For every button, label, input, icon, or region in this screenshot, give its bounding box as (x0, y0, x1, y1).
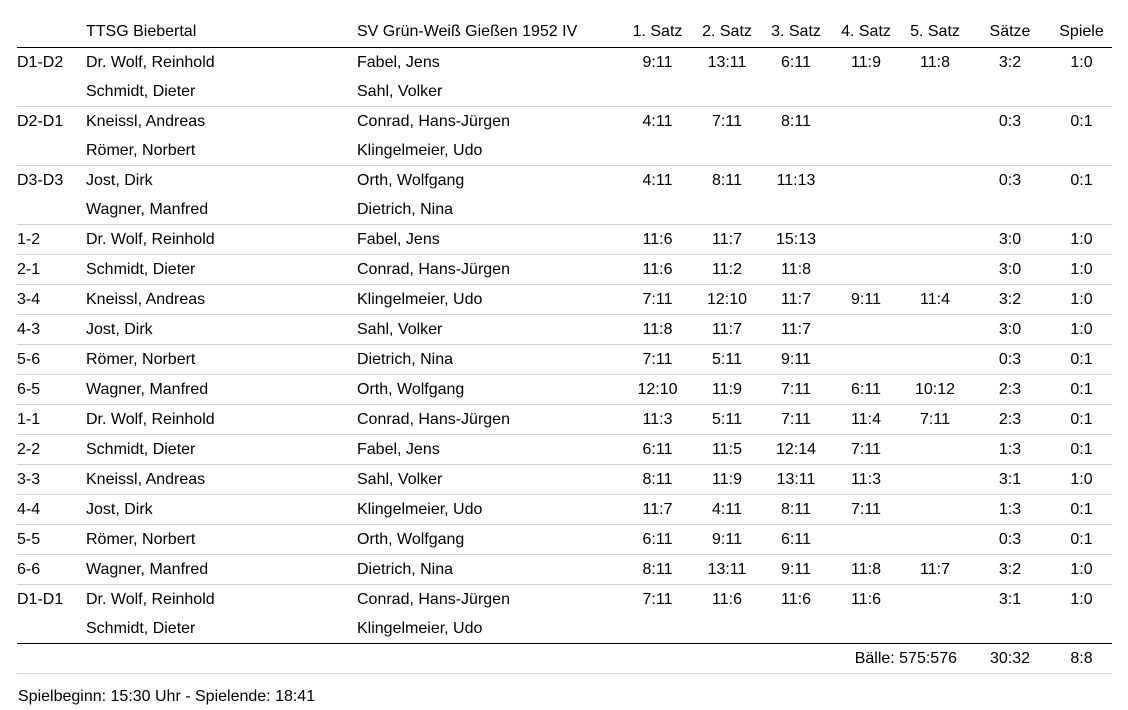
set4-score: 11:6 (851, 591, 881, 608)
match-pair: D1-D2 (17, 54, 64, 71)
empty-cell (969, 77, 1051, 107)
empty-cell (693, 195, 761, 225)
match-row (17, 285, 1112, 315)
set1-score: 7:11 (642, 591, 673, 608)
match-row (17, 345, 1112, 375)
games-result: 1:0 (1051, 555, 1112, 585)
set3-score: 12:14 (761, 435, 831, 465)
match-row (17, 166, 1112, 196)
totals-row (17, 644, 1112, 674)
home-player: Wagner, Manfred (86, 555, 357, 585)
match-row (17, 107, 1112, 137)
empty-cell (761, 136, 831, 166)
set2-score: 11:7 (693, 225, 761, 255)
sets-result: 3:2 (969, 555, 1051, 585)
match-pair: 3-4 (17, 285, 86, 315)
home-player: Schmidt, Dieter (86, 435, 357, 465)
set1-score: 4:11 (642, 172, 673, 189)
match-pair: 1-2 (17, 225, 86, 255)
set3-score: 11:13 (776, 172, 816, 189)
match-row (17, 375, 1112, 405)
set1-score: 11:6 (622, 255, 693, 285)
sets-result: 2:3 (969, 405, 1051, 435)
guest-player: Orth, Wolfgang (357, 172, 465, 189)
home-player: Kneissl, Andreas (86, 465, 357, 495)
home-player: Wagner, Manfred (86, 375, 357, 405)
match-pair: 2-2 (17, 435, 86, 465)
guest-player: Klingelmeier, Udo (357, 495, 622, 525)
home-player: Dr. Wolf, Reinhold (86, 54, 215, 71)
set3-score: 13:11 (761, 465, 831, 495)
match-row (17, 225, 1112, 255)
empty-cell (1051, 136, 1112, 166)
empty-cell (901, 195, 969, 225)
match-pair-empty (17, 77, 86, 107)
empty-cell (831, 136, 901, 166)
guest-player: Klingelmeier, Udo (357, 285, 622, 315)
set1-score: 11:7 (622, 495, 693, 525)
sets-result: 1:3 (969, 435, 1051, 465)
empty-cell (969, 136, 1051, 166)
match-pair: D1-D1 (17, 591, 64, 608)
sets-result: 1:3 (969, 495, 1051, 525)
games-result: 1:0 (1051, 465, 1112, 495)
set1-header: 1. Satz (622, 16, 693, 48)
sets-result: 3:1 (998, 591, 1022, 608)
set1-score: 11:8 (622, 315, 693, 345)
games-result: 1:0 (1051, 285, 1112, 315)
guest-player-2: Klingelmeier, Udo (357, 614, 622, 644)
empty-cell (831, 614, 901, 644)
empty-cell (1051, 614, 1112, 644)
set1-score: 9:11 (642, 54, 673, 71)
empty-cell (901, 614, 969, 644)
set3-score: 11:7 (761, 315, 831, 345)
set4-score (831, 345, 901, 375)
sets-result: 0:3 (969, 525, 1051, 555)
home-player: Jost, Dirk (86, 495, 357, 525)
games-result: 0:1 (1051, 345, 1112, 375)
home-player-2: Römer, Norbert (86, 136, 357, 166)
set3-score: 8:11 (761, 495, 831, 525)
games-result: 0:1 (1070, 113, 1093, 130)
set3-score: 11:7 (761, 285, 831, 315)
guest-player: Fabel, Jens (357, 54, 440, 71)
home-player: Jost, Dirk (86, 315, 357, 345)
set2-score: 11:9 (693, 375, 761, 405)
set5-score (901, 315, 969, 345)
set5-score: 7:11 (901, 405, 969, 435)
guest-player: Fabel, Jens (357, 225, 622, 255)
match-times: Spielbeginn: 15:30 Uhr - Spielende: 18:41 (18, 688, 316, 705)
guest-player-2: Dietrich, Nina (357, 195, 622, 225)
set5-score (901, 255, 969, 285)
set3-header: 3. Satz (761, 16, 831, 48)
match-row-second-player (17, 195, 1112, 225)
empty-cell (622, 195, 693, 225)
games-result: 0:1 (1051, 435, 1112, 465)
home-player: Römer, Norbert (86, 345, 357, 375)
set2-score: 4:11 (693, 495, 761, 525)
set5-header: 5. Satz (901, 16, 969, 48)
home-player: Kneissl, Andreas (86, 285, 357, 315)
results-table (17, 16, 1112, 674)
guest-player: Conrad, Hans-Jürgen (357, 113, 510, 130)
set1-score: 11:6 (622, 225, 693, 255)
games-total: 8:8 (1051, 644, 1112, 674)
empty-cell (693, 77, 761, 107)
set2-score: 7:11 (712, 113, 742, 130)
home-player: Schmidt, Dieter (86, 255, 357, 285)
set2-score: 11:6 (712, 591, 742, 608)
set1-score: 12:10 (622, 375, 693, 405)
match-pair: 5-6 (17, 345, 86, 375)
games-result: 0:1 (1070, 172, 1093, 189)
sets-result: 3:0 (969, 255, 1051, 285)
guest-player: Dietrich, Nina (357, 555, 622, 585)
empty-cell (693, 614, 761, 644)
match-row-second-player (17, 614, 1112, 644)
empty-cell (693, 136, 761, 166)
set5-score: 10:12 (901, 375, 969, 405)
set5-score: 11:8 (920, 54, 950, 71)
set3-score: 9:11 (761, 555, 831, 585)
set4-score: 7:11 (831, 435, 901, 465)
guest-player-2: Sahl, Volker (357, 77, 622, 107)
set2-score: 13:11 (693, 555, 761, 585)
empty-cell (761, 195, 831, 225)
empty-cell (1051, 77, 1112, 107)
set4-score (831, 315, 901, 345)
set3-score: 15:13 (761, 225, 831, 255)
games-result: 1:0 (1070, 54, 1093, 71)
guest-player: Fabel, Jens (357, 435, 622, 465)
empty-cell (357, 644, 622, 674)
sets-result: 2:3 (969, 375, 1051, 405)
set3-score: 7:11 (761, 375, 831, 405)
games-result: 0:1 (1051, 495, 1112, 525)
empty-cell (622, 614, 693, 644)
home-team-header: TTSG Biebertal (86, 16, 357, 48)
match-pair-empty (17, 614, 86, 644)
set1-score: 7:11 (622, 285, 693, 315)
games-result: 1:0 (1051, 315, 1112, 345)
sets-result: 0:3 (998, 172, 1022, 189)
match-row (17, 555, 1112, 585)
empty-cell (901, 77, 969, 107)
set5-score: 11:7 (901, 555, 969, 585)
match-pair-empty (17, 195, 86, 225)
guest-player: Sahl, Volker (357, 315, 622, 345)
match-pair: 6-6 (17, 555, 86, 585)
set5-score (901, 435, 969, 465)
home-player-2: Wagner, Manfred (86, 195, 357, 225)
empty-cell (86, 644, 357, 674)
empty-cell (622, 136, 693, 166)
set1-score: 8:11 (622, 555, 693, 585)
empty-cell (17, 644, 86, 674)
guest-player-2: Klingelmeier, Udo (357, 136, 622, 166)
match-row (17, 495, 1112, 525)
match-row (17, 585, 1112, 615)
sets-result: 0:3 (998, 113, 1022, 130)
home-player: Römer, Norbert (86, 525, 357, 555)
empty-cell (761, 614, 831, 644)
empty-cell (831, 77, 901, 107)
guest-player: Dietrich, Nina (357, 345, 622, 375)
match-row (17, 48, 1112, 78)
match-pair: D3-D3 (17, 172, 64, 189)
set1-score: 6:11 (622, 525, 693, 555)
match-row (17, 525, 1112, 555)
set5-score (901, 465, 969, 495)
set5-score (901, 495, 969, 525)
set4-score: 9:11 (831, 285, 901, 315)
sets-result: 3:0 (969, 315, 1051, 345)
match-row-second-player (17, 77, 1112, 107)
set2-score: 5:11 (693, 345, 761, 375)
sets-header: Sätze (969, 16, 1051, 48)
set2-header: 2. Satz (693, 16, 761, 48)
games-result: 1:0 (1051, 255, 1112, 285)
set3-score: 8:11 (781, 113, 811, 130)
match-pair: 2-1 (17, 255, 86, 285)
set2-score: 11:9 (693, 465, 761, 495)
match-row (17, 315, 1112, 345)
set4-score (831, 255, 901, 285)
sets-total: 30:32 (969, 644, 1051, 674)
set2-score: 13:11 (707, 54, 747, 71)
set4-score: 11:8 (831, 555, 901, 585)
match-pair: 1-1 (17, 405, 86, 435)
home-player: Jost, Dirk (86, 172, 153, 189)
empty-cell (1051, 195, 1112, 225)
empty-cell (969, 195, 1051, 225)
set4-score: 11:4 (831, 405, 901, 435)
set4-score: 7:11 (831, 495, 901, 525)
match-row (17, 255, 1112, 285)
sets-result: 0:3 (969, 345, 1051, 375)
sets-result: 3:0 (969, 225, 1051, 255)
home-player-2: Schmidt, Dieter (86, 614, 357, 644)
guest-team-header: SV Grün-Weiß Gießen 1952 IV (357, 16, 622, 48)
set1-score: 6:11 (622, 435, 693, 465)
home-player-2: Schmidt, Dieter (86, 77, 357, 107)
set3-score: 6:11 (781, 54, 811, 71)
set2-score: 8:11 (712, 172, 742, 189)
match-pair-empty (17, 136, 86, 166)
pair-header (17, 16, 86, 48)
guest-player: Conrad, Hans-Jürgen (357, 405, 622, 435)
set1-score: 11:3 (622, 405, 693, 435)
guest-player: Sahl, Volker (357, 465, 622, 495)
sets-result: 3:1 (969, 465, 1051, 495)
set2-score: 11:5 (693, 435, 761, 465)
games-result: 1:0 (1070, 591, 1093, 608)
set2-score: 11:7 (693, 315, 761, 345)
sets-result: 3:2 (998, 54, 1022, 71)
set5-score (901, 345, 969, 375)
games-result: 0:1 (1051, 525, 1112, 555)
set5-score (901, 585, 969, 615)
results-body (17, 48, 1112, 674)
set4-score: 11:9 (851, 54, 881, 71)
header-row (17, 16, 1112, 48)
match-pair: 4-3 (17, 315, 86, 345)
match-pair: 3-3 (17, 465, 86, 495)
home-player: Dr. Wolf, Reinhold (86, 405, 357, 435)
set1-score: 7:11 (622, 345, 693, 375)
set5-score (901, 107, 969, 137)
empty-cell (969, 614, 1051, 644)
match-pair: 4-4 (17, 495, 86, 525)
sets-result: 3:2 (969, 285, 1051, 315)
balls-total: Bälle: 575:576 (622, 644, 969, 674)
set4-score (831, 225, 901, 255)
set4-score (831, 166, 901, 196)
set4-score: 6:11 (831, 375, 901, 405)
guest-player: Orth, Wolfgang (357, 525, 622, 555)
guest-player: Conrad, Hans-Jürgen (357, 255, 622, 285)
match-pair: D2-D1 (17, 113, 64, 130)
set1-score: 4:11 (642, 113, 673, 130)
match-row (17, 465, 1112, 495)
home-player: Kneissl, Andreas (86, 113, 206, 130)
match-pair: 6-5 (17, 375, 86, 405)
set5-score (901, 225, 969, 255)
empty-cell (831, 195, 901, 225)
set5-score (901, 166, 969, 196)
empty-cell (761, 77, 831, 107)
set3-score: 11:8 (761, 255, 831, 285)
games-result: 0:1 (1051, 375, 1112, 405)
match-row-second-player (17, 136, 1112, 166)
set4-score (831, 525, 901, 555)
empty-cell (622, 77, 693, 107)
set2-score: 11:2 (693, 255, 761, 285)
set3-score: 7:11 (761, 405, 831, 435)
set2-score: 12:10 (693, 285, 761, 315)
set3-score: 6:11 (761, 525, 831, 555)
set5-score (901, 525, 969, 555)
games-header: Spiele (1051, 16, 1112, 48)
match-row (17, 435, 1112, 465)
set4-score (831, 107, 901, 137)
set1-score: 8:11 (622, 465, 693, 495)
home-player: Dr. Wolf, Reinhold (86, 225, 357, 255)
set2-score: 9:11 (693, 525, 761, 555)
empty-cell (901, 136, 969, 166)
games-result: 0:1 (1051, 405, 1112, 435)
games-result: 1:0 (1051, 225, 1112, 255)
guest-player: Orth, Wolfgang (357, 375, 622, 405)
home-player: Dr. Wolf, Reinhold (86, 591, 215, 608)
set5-score: 11:4 (901, 285, 969, 315)
set4-header: 4. Satz (831, 16, 901, 48)
set3-score: 11:6 (781, 591, 811, 608)
guest-player: Conrad, Hans-Jürgen (357, 591, 510, 608)
match-pair: 5-5 (17, 525, 86, 555)
set4-score: 11:3 (831, 465, 901, 495)
set2-score: 5:11 (693, 405, 761, 435)
match-row (17, 405, 1112, 435)
set3-score: 9:11 (761, 345, 831, 375)
